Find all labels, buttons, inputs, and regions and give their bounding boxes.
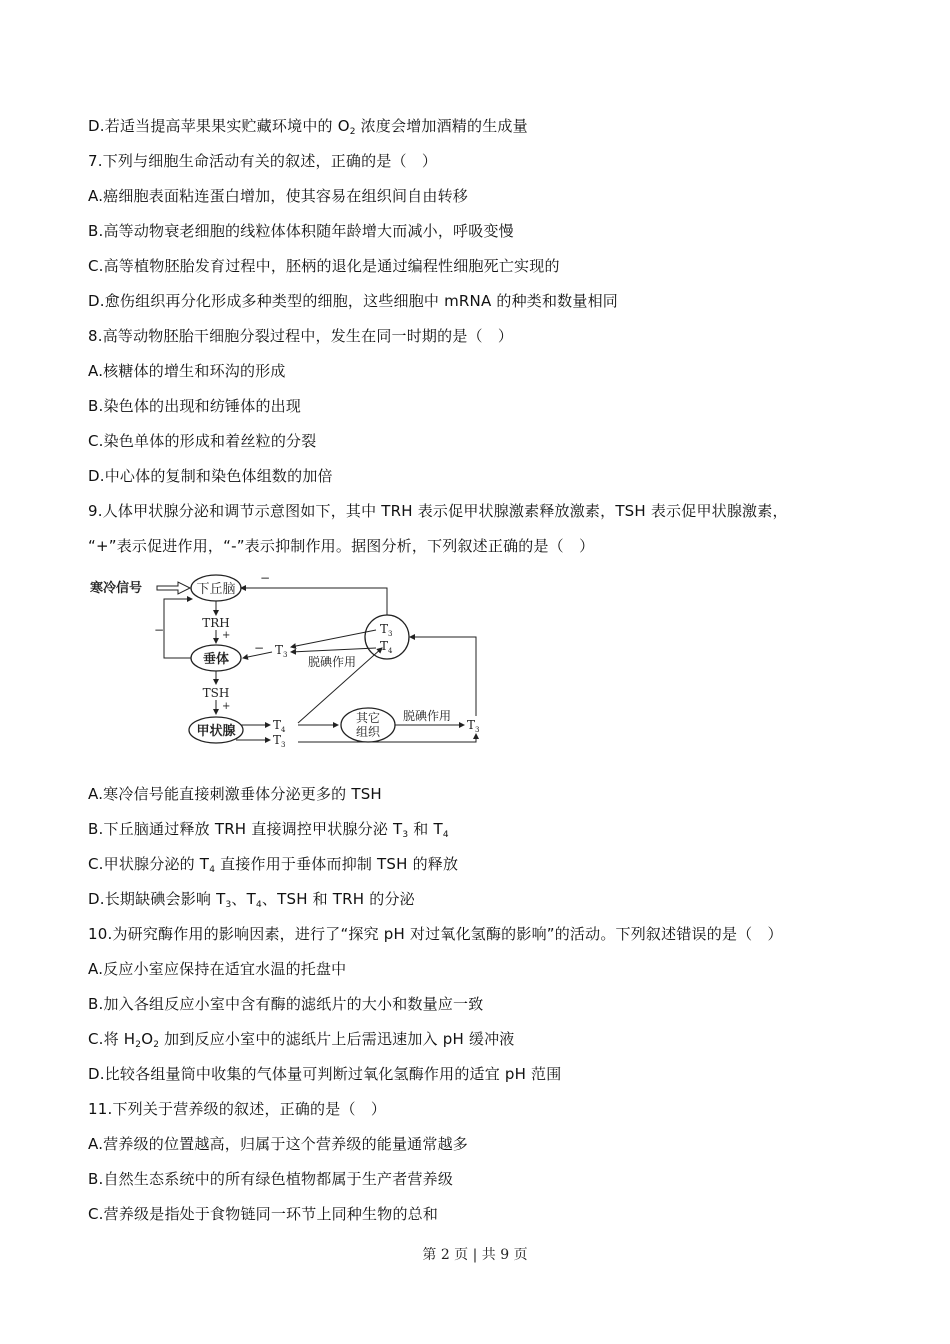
question-line-q11-stem: 11.下列关于营养级的叙述，正确的是（ ） (88, 1100, 387, 1118)
svg-text:3: 3 (281, 741, 286, 749)
question-line-q9-a: A.寒冷信号能直接刺激垂体分泌更多的 TSH (88, 785, 382, 803)
question-line-q8-stem: 8.高等动物胚胎干细胞分裂过程中，发生在同一时期的是（ ） (88, 327, 514, 345)
question-line-q8-b: B.染色体的出现和纺锤体的出现 (88, 397, 302, 415)
question-line-q9-d: D.长期缺碘会影响 $T_3$、$T_4$、TSH 和 TRH 的分泌 (88, 890, 415, 910)
question-line-q10-b: B.加入各组反应小室中含有酶的滤纸片的大小和数量应一致 (88, 995, 484, 1013)
question-line-q10-stem: 10.为研究酶作用的影响因素，进行了“探究 pH 对过氧化氢酶的影响”的活动。下列叙述错误的是（ ） (88, 925, 783, 943)
question-line-q9-b: B.下丘脑通过释放 TRH 直接调控甲状腺分泌 $T_3$ 和 $T_4$ (88, 820, 449, 840)
svg-text:T: T (380, 622, 389, 636)
question-line-q7-d: D.愈伤组织再分化形成多种类型的细胞，这些细胞中 mRNA 的种类和数量相同 (88, 292, 618, 310)
tsh-label: TSH (202, 686, 230, 700)
svg-text:T: T (467, 718, 476, 732)
question-line-q11-c: C.营养级是指处于食物链同一环节上同种生物的总和 (88, 1205, 439, 1223)
question-line-q10-d: D.比较各组量筒中收集的气体量可判断过氧化氢酶作用的适宜 pH 范围 (88, 1065, 562, 1083)
svg-text:下丘脑: 下丘脑 (196, 582, 236, 597)
svg-text:3: 3 (388, 630, 393, 638)
svg-text:组织: 组织 (355, 725, 381, 739)
svg-text:−: − (154, 623, 165, 637)
question-line-q11-a: A.营养级的位置越高，归属于这个营养级的能量通常越多 (88, 1135, 468, 1153)
svg-text:−: − (254, 641, 265, 655)
svg-text:−: − (260, 571, 271, 585)
question-line-q11-b: B.自然生态系统中的所有绿色植物都属于生产者营养级 (88, 1170, 454, 1188)
question-line-q8-d: D.中心体的复制和染色体组数的加倍 (88, 467, 333, 485)
question-line-q10-c: C.将 $H_2O_2$ 加到反应小室中的滤纸片上后需迅速加入 pH 缓冲液 (88, 1030, 515, 1050)
svg-text:垂体: 垂体 (202, 652, 230, 667)
svg-text:甲状腺: 甲状腺 (196, 724, 236, 739)
question-line-q9-stem-1: 9.人体甲状腺分泌和调节示意图如下，其中 TRH 表示促甲状腺激素释放激素，TSH 表示促甲状腺激素， (88, 502, 788, 520)
question-line-q7-b: B.高等动物衰老细胞的线粒体体积随年龄增大而减小，呼吸变慢 (88, 222, 514, 240)
question-line-q6-d: D.若适当提高苹果果实贮藏环境中的 $O_2$ 浓度会增加酒精的生成量 (88, 117, 528, 137)
svg-text:T: T (275, 643, 284, 657)
svg-text:T: T (273, 718, 282, 732)
page-footer: 第 2 页 | 共 9 页 (422, 1247, 528, 1263)
question-line-q7-stem: 7.下列与细胞生命活动有关的叙述，正确的是（ ） (88, 152, 438, 170)
svg-text:+: + (222, 630, 231, 641)
svg-text:+: + (222, 701, 231, 712)
question-line-q9-stem-2: “+”表示促进作用，“-”表示抑制作用。据图分析，下列叙述正确的是（ ） (88, 537, 595, 555)
deiodination-label-1: 脱碘作用 (308, 655, 357, 669)
svg-text:T: T (273, 733, 282, 747)
question-line-q10-a: A.反应小室应保持在适宜水温的托盘中 (88, 960, 347, 978)
svg-text:T: T (380, 639, 389, 653)
hollow-arrow-icon (157, 582, 190, 594)
svg-text:3: 3 (283, 651, 288, 659)
cold-signal-label: 寒冷信号 (90, 581, 143, 596)
question-line-q7-a: A.癌细胞表面粘连蛋白增加，使其容易在组织间自由转移 (88, 187, 468, 205)
question-line-q9-c: C.甲状腺分泌的 $T_4$ 直接作用于垂体而抑制 TSH 的释放 (88, 855, 459, 875)
question-line-q8-c: C.染色单体的形成和着丝粒的分裂 (88, 432, 317, 450)
svg-text:3: 3 (475, 726, 480, 734)
svg-text:4: 4 (281, 726, 286, 734)
deiodination-label-2: 脱碘作用 (403, 709, 452, 723)
question-line-q8-a: A.核糖体的增生和环沟的形成 (88, 362, 286, 380)
svg-text:其它: 其它 (355, 711, 381, 725)
question-line-q7-c: C.高等植物胚胎发育过程中，胚柄的退化是通过编程性细胞死亡实现的 (88, 257, 560, 275)
trh-label: TRH (202, 616, 230, 630)
svg-text:4: 4 (388, 647, 393, 655)
thyroid-regulation-diagram (86, 570, 506, 750)
